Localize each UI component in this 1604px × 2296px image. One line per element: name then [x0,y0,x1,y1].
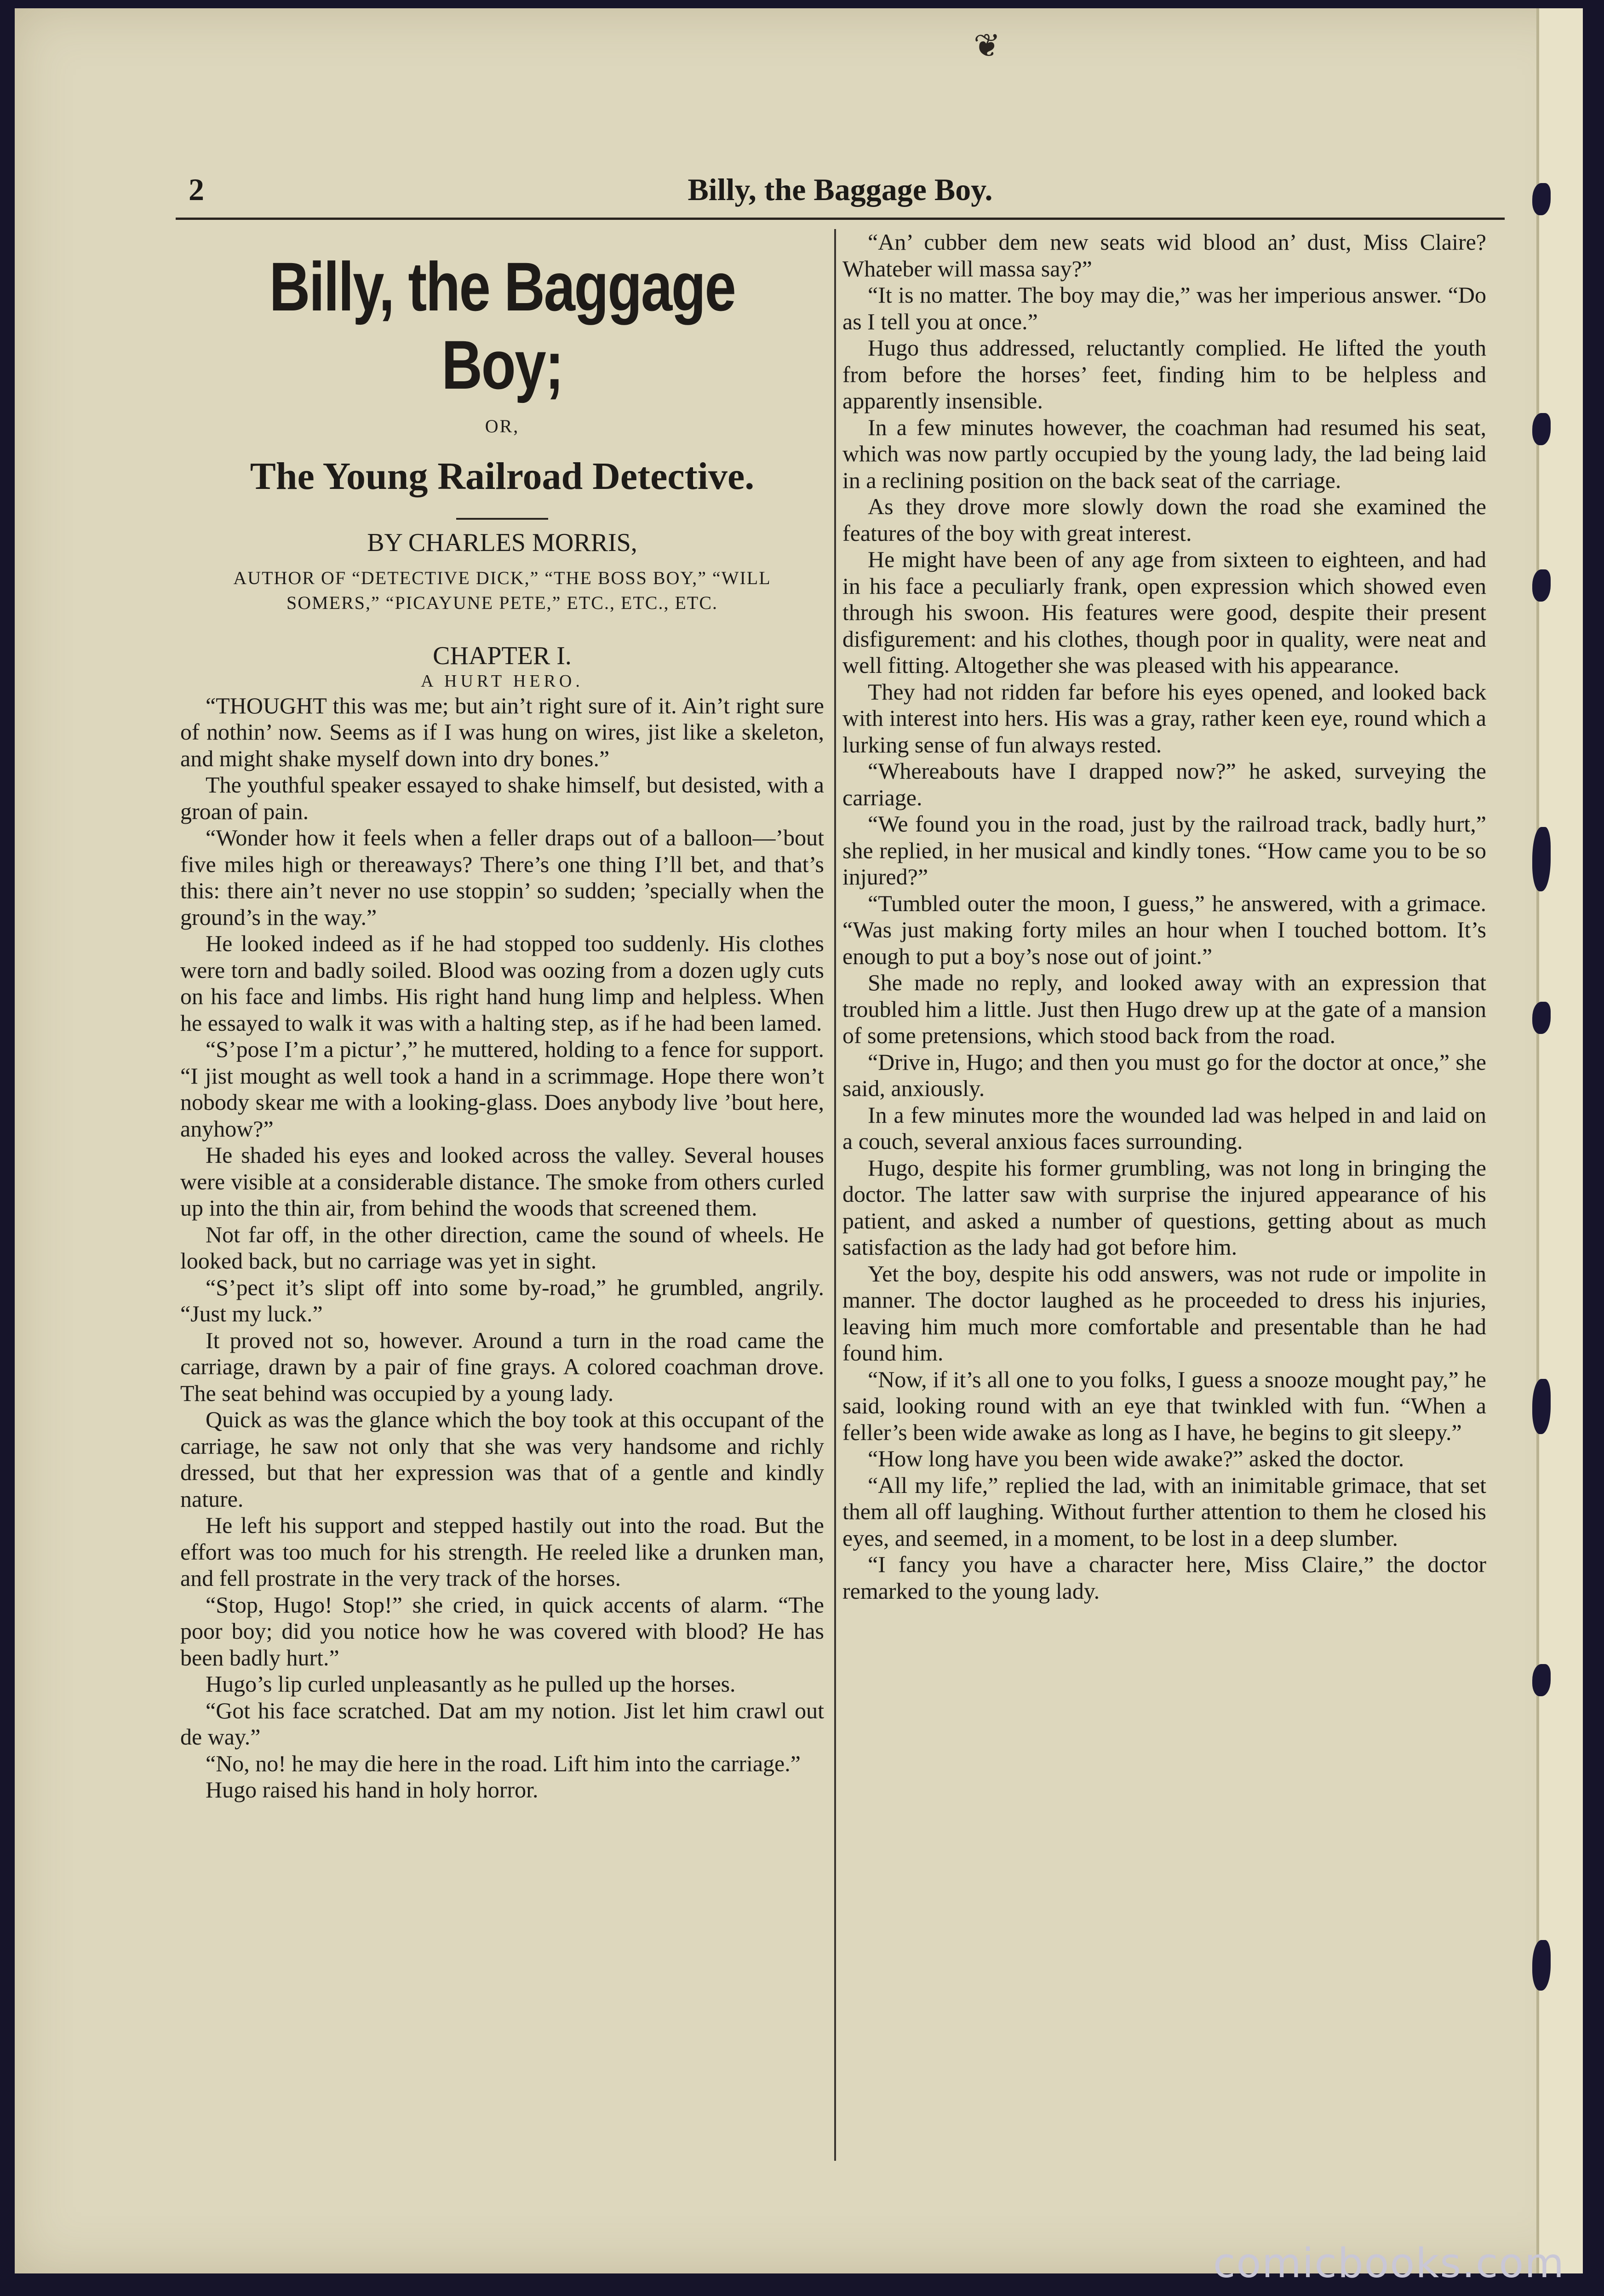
right-column-body [842,229,1486,1604]
paragraph: He looked indeed as if he had stopped too suddenly. His clothes were torn and badly soiled. Blood was oozing from a dozen ugly cuts on his face and limbs. His right hand hung limp and helpless. When he essayed to walk it was with a halting step, as if he had been lamed. [180,930,824,1036]
torn-edge [1536,8,1583,2273]
paragraph: “How long have you been wide awake?” asked the doctor. [868,1446,1404,1471]
paragraph: “Whereabouts have I drapped now?” he asked, surveying the carriage. [842,758,1486,810]
running-header [176,172,1505,220]
story-subtitle: The Young Railroad Detective. [250,454,755,498]
title-or: OR, [485,416,520,436]
paragraph: “Got his face scratched. Dat am my notion. Jist let him crawl out de way.” [180,1697,824,1750]
torn-mark [1532,1002,1551,1034]
torn-mark [1532,1379,1551,1434]
paragraph: He shaded his eyes and looked across the valley. Several houses were visible at a considerable distance. The smoke from others curled up into the thin air, from behind the woods that screened them. [180,1142,824,1221]
paragraph: They had not ridden far before his eyes opened, and looked back with interest into hers. His was a gray, rather keen eye, round which a lurking sense of fun always rested. [842,678,1486,758]
byline: BY CHARLES MORRIS, [367,528,637,557]
paragraph: Hugo raised his hand in holy horror. [206,1777,538,1802]
left-column [180,229,824,2165]
torn-mark [1532,1940,1551,1991]
paragraph: “THOUGHT this was me; but ain’t right sure of it. Ain’t right sure of nothin’ now. Seems as if I was hung on wires, jist like a skeleton, and might shake myself down into dry bones.” [180,692,824,771]
paragraph: “No, no! he may die here in the road. Lift him into the carriage.” [206,1750,801,1776]
author-credits: AUTHOR OF “DETECTIVE DICK,” “THE BOSS BOY,” “WILL SOMERS,” “PICAYUNE PETE,” ETC., ETC., ETC. [233,567,771,613]
paragraph: Hugo, despite his former grumbling, was not long in bringing the doctor. The latter saw with surprise the injured appearance of his patient, and asked a number of questions, getting about as much satisfaction as the lady had got before him. [842,1154,1486,1260]
paragraph: “S’pect it’s slipt off into some by-road,” he grumbled, angrily. “Just my luck.” [180,1274,824,1326]
paragraph: “Drive in, Hugo; and then you must go for the doctor at once,” she said, anxiously. [842,1049,1486,1101]
column-divider [834,229,836,2161]
paragraph: “It is no matter. The boy may die,” was her imperious answer. “Do as I tell you at once.” [842,282,1486,334]
paragraph: Quick as was the glance which the boy took at this occupant of the carriage, he saw not only that she was very handsome and richly dressed, but that her expression was that of a gentle and kindly nature. [180,1406,824,1512]
page-number: 2 [189,172,204,207]
left-column-body [180,693,824,1803]
torn-mark [1532,827,1551,891]
paragraph: Hugo’s lip curled unpleasantly as he pulled up the horses. [206,1671,736,1697]
torn-mark [1532,183,1551,215]
paragraph: “Wonder how it feels when a feller draps out of a balloon—’bout five miles high or thereaways? There’s one thing I’ll bet, and that’s this: there ain’t never no use stoppin’ so sudden; ’specially when the ground’s in the way.” [180,825,824,930]
paragraph: Not far off, in the other direction, came the sound of wheels. He looked back, but no carriage was yet in sight. [180,1221,824,1274]
paragraph: In a few minutes more the wounded lad was helped in and laid on a couch, several anxious faces surrounding. [842,1102,1486,1154]
title-rule [456,518,548,520]
paragraph: In a few minutes however, the coachman had resumed his seat, which was now partly occupied by the young lady, the lad being laid in a reclining position on the back seat of the carriage. [842,414,1486,493]
running-title: Billy, the Baggage Boy. [687,172,993,207]
torn-mark [1532,1664,1551,1696]
paragraph: “Tumbled outer the moon, I guess,” he answered, with a grimace. “Was just making forty miles an hour when I touched bottom. It’s enough to put a boy’s nose out of joint.” [842,890,1486,969]
paragraph: Yet the boy, despite his odd answers, was not rude or impolite in manner. The doctor laughed as he proceeded to dress his injuries, leaving him much more comfortable and presentable than he had found him. [842,1260,1486,1366]
paragraph: “Now, if it’s all one to you folks, I guess a snooze mought pay,” he said, looking round with an eye that twinkled with fun. “When a feller’s been wide awake as long as I have, he begins to git sleepy.” [842,1366,1486,1445]
paragraph: It proved not so, however. Around a turn in the road came the carriage, drawn by a pair of fine grays. A colored coachman drove. The seat behind was occupied by a young lady. [180,1327,824,1406]
paragraph: “An’ cubber dem new seats wid blood an’ dust, Miss Claire? Whateber will massa say?” [842,229,1486,281]
torn-mark [1532,413,1551,445]
paragraph: He might have been of any age from sixteen to eighteen, and had in his face a peculiarly frank, open expression which showed even through his swoon. His features were good, despite their present disfigurement: and his clothes, though poor in quality, were neat and well fitting. Altogether she was pleased with his appearance. [842,546,1486,678]
watermark: comicbooks.com [1213,2239,1565,2287]
paragraph: “Stop, Hugo! Stop!” she cried, in quick accents of alarm. “The poor boy; did you notice how he was covered with blood? He has been badly hurt.” [180,1591,824,1670]
page-ornament: ❦ [974,29,1001,64]
paragraph: “All my life,” replied the lad, with an inimitable grimace, that set them all off laughing. Without further attention to them he closed his eyes, and seemed, in a moment, to be lost in a deep slumber. [842,1472,1486,1551]
chapter-heading: CHAPTER I. [433,641,572,670]
paragraph: The youthful speaker essayed to shake himself, but desisted, with a groan of pain. [180,772,824,824]
story-title: Billy, the Baggage Boy; [269,248,735,403]
paragraph: “We found you in the road, just by the railroad track, badly hurt,” she replied, in her musical and kindly tones. “How came you to be so injured?” [842,811,1486,890]
paragraph: “S’pose I’m a pictur’,” he muttered, holding to a fence for support. “I jist mought as well took a hand in a scrimmage. Hope there won’t nobody skear me with a looking-glass. Does anybody live ’bout here, anyhow?” [180,1036,824,1142]
printed-page [15,8,1583,2273]
paragraph: Hugo thus addressed, reluctantly complied. He lifted the youth from before the horses’ feet, finding him to be helpless and apparently insensible. [842,335,1486,413]
paragraph: She made no reply, and looked away with an expression that troubled him a little. Just then Hugo drew up at the gate of a mansion of some pretensions, which stood back from the road. [842,970,1486,1048]
paragraph: He left his support and stepped hastily out into the road. But the effort was too much for his strength. He reeled like a drunken man, and fell prostrate in the very track of the horses. [180,1512,824,1591]
paragraph: “I fancy you have a character here, Miss Claire,” the doctor remarked to the young lady. [842,1551,1486,1604]
paragraph: As they drove more slowly down the road she examined the features of the boy with great interest. [842,494,1486,546]
chapter-title: A HURT HERO. [421,671,584,691]
right-column [842,229,1486,2165]
torn-mark [1532,569,1551,602]
